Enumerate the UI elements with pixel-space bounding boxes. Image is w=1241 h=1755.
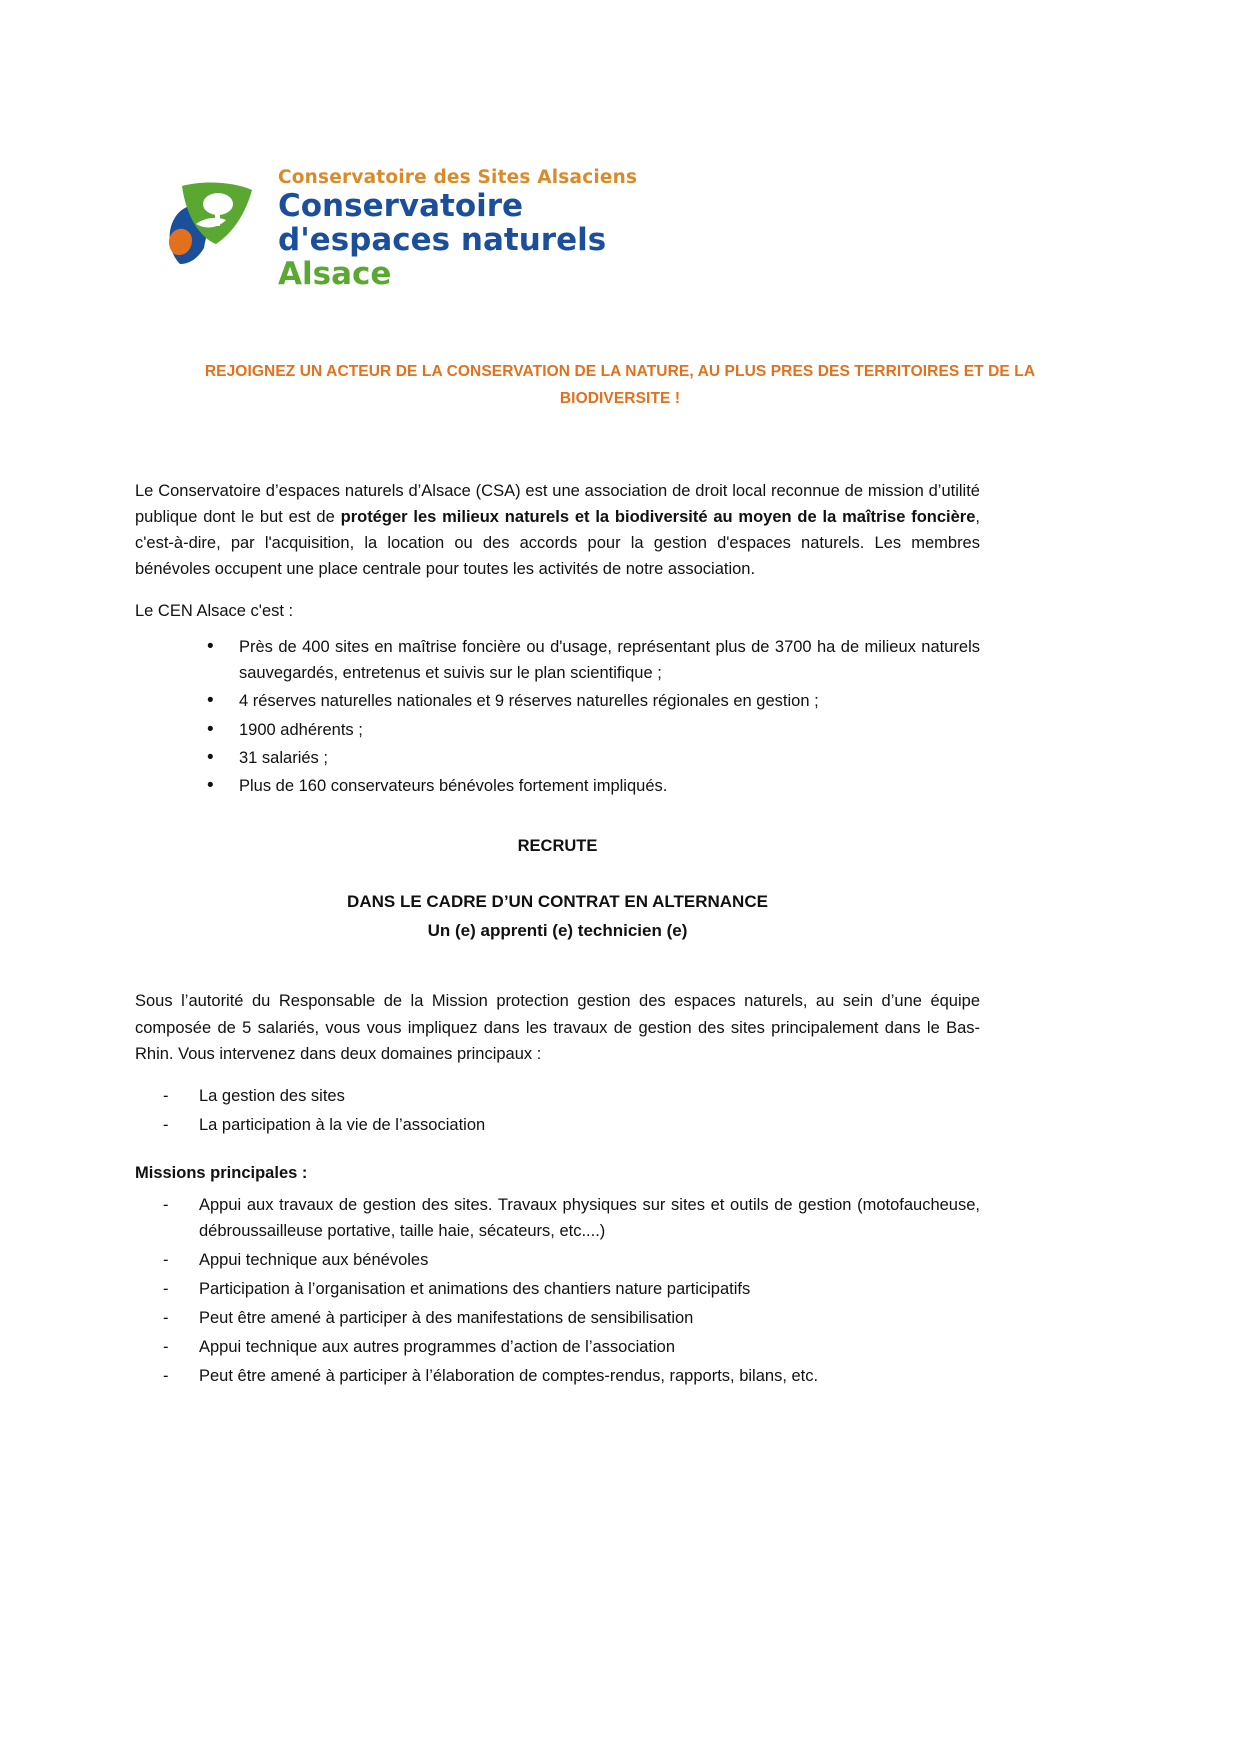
spacer xyxy=(135,944,980,988)
cen-bullet-list xyxy=(135,634,980,798)
list-item: • 4 réserves naturelles nationales et 9 réserves naturelles régionales en gestion ; xyxy=(135,688,980,714)
headline-line2: BIODIVERSITE ! xyxy=(559,390,681,408)
headline-line1: REJOIGNEZ UN ACTEUR DE LA CONSERVATION DE LA NATURE, AU PLUS PRES DES TERRITOIRES ET DE LA xyxy=(204,363,1036,380)
organization-logo xyxy=(160,160,680,315)
headline-banner xyxy=(150,358,1090,412)
intro-paragraph xyxy=(135,478,980,582)
list-item: • 31 salariés ; xyxy=(135,745,980,771)
logo-wordmark xyxy=(278,160,678,293)
intro-bold: protéger les milieux naturels et la biodiversité au moyen de la maîtrise foncière xyxy=(340,508,976,527)
list-item: - Peut être amené à participer à des manifestations de sensibilisation xyxy=(135,1305,980,1331)
position-heading: Un (e) apprenti (e) technicien (e) xyxy=(427,920,688,940)
list-item: • 1900 adhérents ; xyxy=(135,717,980,743)
list-item: - La participation à la vie de l’association xyxy=(135,1112,980,1138)
logo-region: Alsace xyxy=(278,256,392,293)
list-item: - Appui technique aux bénévoles xyxy=(135,1247,980,1273)
logo-main-line1: Conservatoire xyxy=(278,188,524,225)
list-item: - Peut être amené à participer à l’élaboration de comptes-rendus, rapports, bilans, etc. xyxy=(135,1363,980,1389)
contract-heading: DANS LE CADRE D’UN CONTRAT EN ALTERNANCE xyxy=(347,891,768,911)
cen-lead: Le CEN Alsace c'est : xyxy=(135,602,294,621)
list-item: • Près de 400 sites en maîtrise foncière ou d'usage, représentant plus de 3700 ha de milieux naturels sauvegardés, entretenus et suivis sur le plan scientifique ; xyxy=(135,634,980,686)
missions-list xyxy=(135,1192,980,1389)
document-body xyxy=(135,478,980,1399)
list-item: - Appui aux travaux de gestion des sites. Travaux physiques sur sites et outils de gestion (motofaucheuse, débroussailleuse portative, taille haie, sécateurs, etc....) xyxy=(135,1192,980,1244)
list-item: - La gestion des sites xyxy=(135,1083,980,1109)
domains-list xyxy=(135,1083,980,1138)
list-item: - Participation à l’organisation et animations des chantiers nature participatifs xyxy=(135,1276,980,1302)
logo-mark-icon xyxy=(160,168,270,278)
context-paragraph: Sous l’autorité du Responsable de la Mission protection gestion des espaces naturels, au sein d’une équipe composée de 5 salariés, vous vous impliquez dans les travaux de gestion des sites principalement dans le Bas-Rhin. Vous intervenez dans deux domaines principaux : xyxy=(135,992,980,1063)
logo-tagline: Conservatoire des Sites Alsaciens xyxy=(278,167,638,188)
logo-main-line2: d'espaces naturels xyxy=(278,221,607,258)
list-item: - Appui technique aux autres programmes d’action de l’association xyxy=(135,1334,980,1360)
intro-part2: , c'est-à-dire, par l'acquisition, la location ou des accords pour la gestion d'espaces naturels. Les membres bénévoles occupent une place centrale pour toutes les activités de notre association. xyxy=(135,508,980,579)
missions-title: Missions principales : xyxy=(135,1163,308,1182)
list-item: • Plus de 160 conservateurs bénévoles fortement impliqués. xyxy=(135,773,980,799)
recrute-heading: RECRUTE xyxy=(517,836,598,855)
intro-part1: Le Conservatoire d’espaces naturels d’Alsace (CSA) est une association de droit local reconnue de mission d’utilité publique dont le but est de xyxy=(135,482,980,527)
